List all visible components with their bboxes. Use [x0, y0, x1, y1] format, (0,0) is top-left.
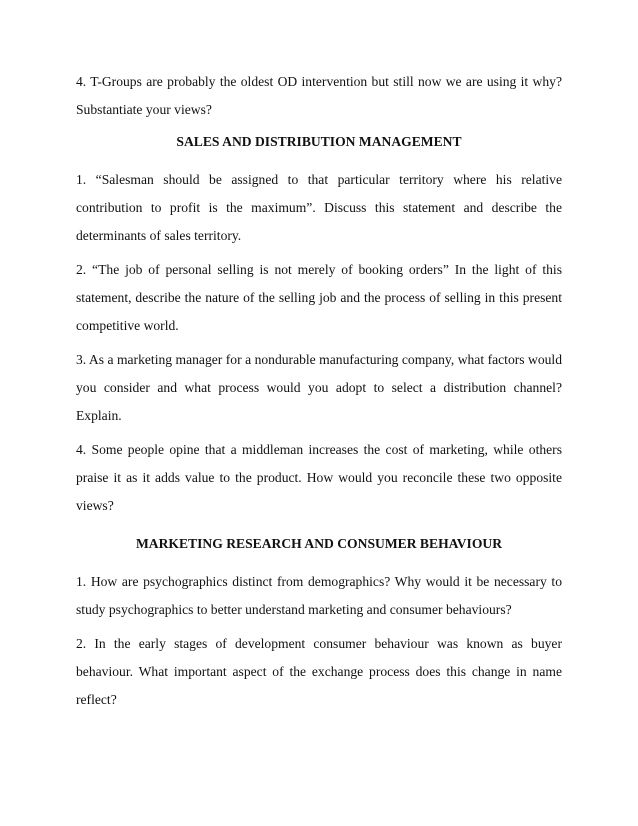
question-item: 2. “The job of personal selling is not merely of booking orders” In the light of this statement, describe the nature of the selling job and the process of selling in this present competitive world. [76, 262, 562, 333]
question-item: 3. As a marketing manager for a nondurable manufacturing company, what factors would you consider and what process would you adopt to select a distribution channel? Explain. [76, 352, 562, 423]
section-heading: SALES AND DISTRIBUTION MANAGEMENT [176, 134, 462, 149]
question-item: 1. How are psychographics distinct from demographics? Why would it be necessary to study psychographics to better understand marketing and consumer behaviours? [76, 574, 562, 617]
question-t-groups: 4. T-Groups are probably the oldest OD intervention but still now we are using it why? Substantiate your views? [76, 74, 562, 117]
section-marketing-research [76, 530, 562, 714]
question-item: 2. In the early stages of development consumer behaviour was known as buyer behaviour. What important aspect of the exchange process does this change in name reflect? [76, 636, 562, 707]
question-item: 1. “Salesman should be assigned to that particular territory where his relative contribution to profit is the maximum”. Discuss this statement and describe the determinants of sales territory. [76, 172, 562, 243]
section-heading: MARKETING RESEARCH AND CONSUMER BEHAVIOUR [135, 536, 503, 551]
question-item: 4. Some people opine that a middleman increases the cost of marketing, while others praise it as it adds value to the product. How would you reconcile these two opposite views? [76, 442, 562, 513]
section-sales-distribution [76, 128, 562, 520]
document-page [76, 68, 562, 714]
